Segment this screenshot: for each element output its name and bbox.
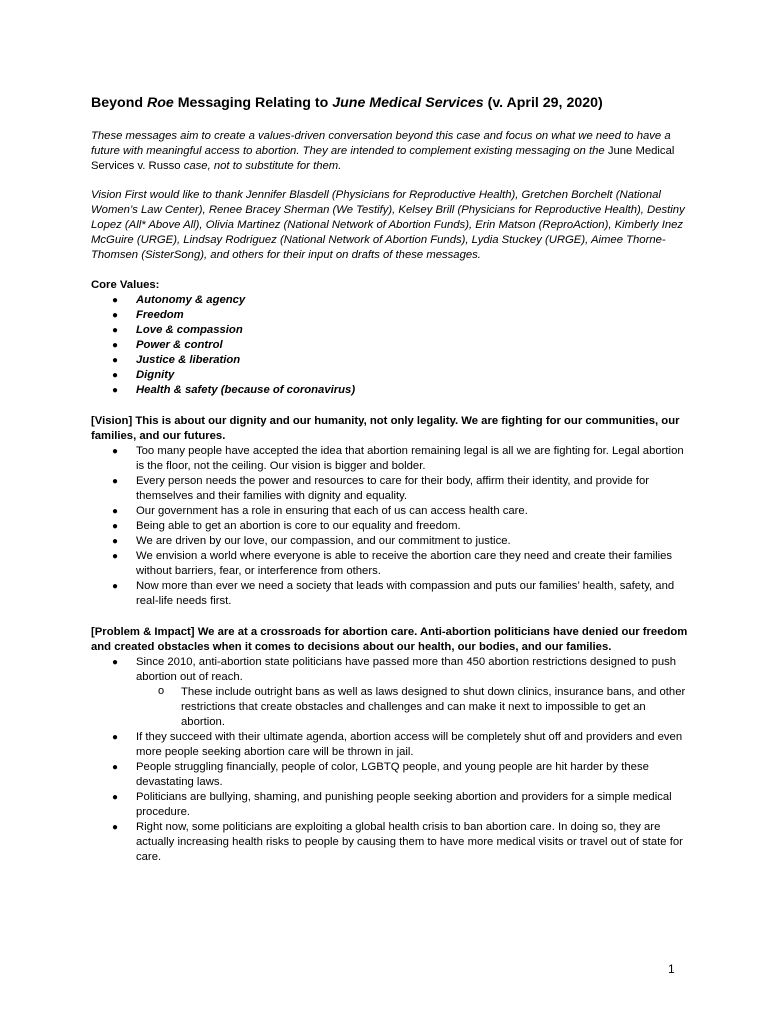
vision-item: ● Every person needs the power and resources to care for their body, affirm their identity, and provide for themselves and their families with dignity and equality.	[91, 474, 691, 504]
title-case-name: June Medical Services	[332, 95, 484, 111]
core-value-item: ● Autonomy & agency	[91, 293, 691, 308]
core-value-item: ● Love & compassion	[91, 323, 691, 338]
problem-item: ● People struggling financially, people of color, LGBTQ people, and young people are hit harder by these devastating laws.	[91, 760, 691, 790]
intro-case-name: June Medical Services v. Russo	[91, 145, 675, 172]
problem-item-text: Since 2010, anti-abortion state politicians have passed more than 450 abortion restrictions designed to push abortion out of reach.	[136, 656, 677, 683]
problem-item: ● If they succeed with their ultimate agenda, abortion access will be completely shut off and providers and even more people seeking abortion care will be thrown in jail.	[91, 730, 691, 760]
problem-subitem: o These include outright bans as well as laws designed to shut down clinics, insurance bans, and other restrictions that create obstacles and challenges and can make it next to impossible to get an abortion.	[136, 685, 691, 730]
document-title	[91, 94, 691, 112]
intro-paragraph	[91, 129, 691, 174]
vision-title: [Vision] This is about our dignity and our humanity, not only legality. We are fighting for our communities, our families, and our futures.	[91, 415, 680, 442]
problem-item: ● Politicians are bullying, shaming, and punishing people seeking abortion and providers for a simple medical procedure.	[91, 790, 691, 820]
core-value-item: ● Health & safety (because of coronavirus)	[91, 383, 691, 398]
title-date: (v. April 29, 2020)	[483, 95, 603, 111]
acknowledgements-paragraph: Vision First would like to thank Jennifer Blasdell (Physicians for Reproductive Health), Gretchen Borchelt (National Women’s Law Center), Renee Bracey Sherman (We Testify), Kelsey Brill (Physicians for Reproductive Health), Destiny Lopez (All* Above All), Olivia Martinez (National Network of Abortion Funds), Erin Matson (ReproAction), Kimberly Inez McGuire (URGE), Lindsay Rodriguez (National Network of Abortion Funds), Lydia Stuckey (URGE), Aimee Thorne-Thomsen (SisterSong), and others for their input on drafts of these messages.	[91, 189, 685, 261]
problem-section	[91, 625, 691, 865]
problem-sublist	[136, 685, 691, 730]
page-number: 1	[668, 962, 675, 976]
problem-title: [Problem & Impact] We are at a crossroads for abortion care. Anti-abortion politicians have denied our freedom and created obstacles when it comes to decisions about our health, our bodies, and our families.	[91, 626, 688, 653]
intro-text: case, not to substitute for them.	[180, 160, 342, 172]
core-value-item: ● Justice & liberation	[91, 353, 691, 368]
core-value-item: ● Power & control	[91, 338, 691, 353]
title-text: Messaging Relating to	[173, 95, 333, 111]
vision-item: ● We are driven by our love, our compassion, and our commitment to justice.	[91, 534, 691, 549]
core-values-title: Core Values:	[91, 279, 160, 291]
vision-item: ● Our government has a role in ensuring that each of us can access health care.	[91, 504, 691, 519]
problem-item: ● Right now, some politicians are exploiting a global health crisis to ban abortion care. In doing so, they are actually increasing health risks to people by causing them to have more medical visits or travel out of state for care.	[91, 820, 691, 865]
problem-list	[91, 655, 691, 865]
vision-item: ● We envision a world where everyone is able to receive the abortion care they need and create their families without barriers, fear, or interference from others.	[91, 549, 691, 579]
core-value-item: ● Dignity	[91, 368, 691, 383]
vision-list	[91, 444, 691, 609]
intro-text: These messages aim to create a values-driven conversation beyond this case and focus on what we need to have a future with meaningful access to abortion. They are intended to complement existing messaging on the	[91, 130, 671, 157]
document-page	[91, 94, 691, 865]
core-values-section	[91, 278, 691, 398]
vision-section	[91, 414, 691, 609]
problem-item	[91, 655, 691, 730]
vision-item: ● Too many people have accepted the idea that abortion remaining legal is all we are fighting for. Legal abortion is the floor, not the ceiling. Our vision is bigger and bolder.	[91, 444, 691, 474]
vision-item: ● Being able to get an abortion is core to our equality and freedom.	[91, 519, 691, 534]
title-text: Beyond	[91, 95, 147, 111]
vision-item: ● Now more than ever we need a society that leads with compassion and puts our families’ health, safety, and real-life needs first.	[91, 579, 691, 609]
core-value-item: ● Freedom	[91, 308, 691, 323]
core-values-list	[91, 293, 691, 398]
title-roe: Roe	[146, 95, 174, 111]
